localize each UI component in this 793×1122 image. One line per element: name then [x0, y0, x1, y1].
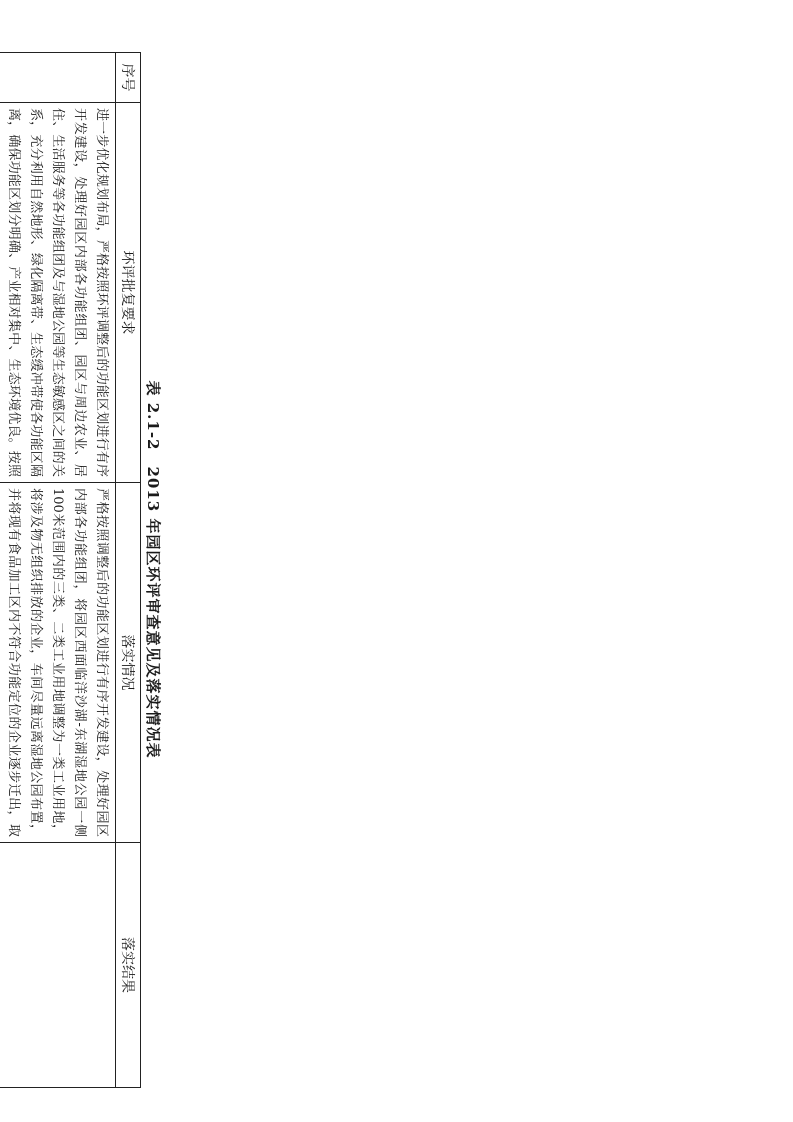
table-title: 表 2.1-2 2013 年园区环评审查意见及落实情况表	[144, 380, 162, 759]
table-header-row	[116, 53, 141, 1088]
review-implementation-table	[0, 52, 141, 1088]
row-status: 严格按照调整后的功能区划进行有序开发建设，处理好园区内部各功能组团，将园区西面临洋沙湖-东湖湿地公园一侧100米范围内的三类、二类工业用地调整为一类工业用地，将涉及物无组织排放的企业，车间尽量远离湿地公园布置，并将现有食品加工区内不符合功能定位的企业逐步迁出，取	[0, 483, 116, 843]
row-result	[0, 843, 116, 1088]
row-requirement: 进一步优化规划布局，严格按照环评调整后的功能区划进行有序开发建设，处理好园区内部各功能组团、园区与周边农业、居住、生活服务等各功能组团及与湿地公园等生态敏感区之间的关系，充分利用自然地形、绿化隔离带、生态缓冲带使各功能区隔离，确保功能区划分明确、产业相对集中、生态环境优良。按照	[0, 103, 116, 483]
row-seq	[0, 53, 116, 103]
table-row	[0, 53, 116, 1088]
header-status: 落实情况	[116, 483, 141, 843]
rotated-page-content	[0, 52, 163, 1087]
header-result: 落实结果	[116, 843, 141, 1088]
header-requirement: 环评批复要求	[116, 103, 141, 483]
header-seq: 序号	[116, 53, 141, 103]
